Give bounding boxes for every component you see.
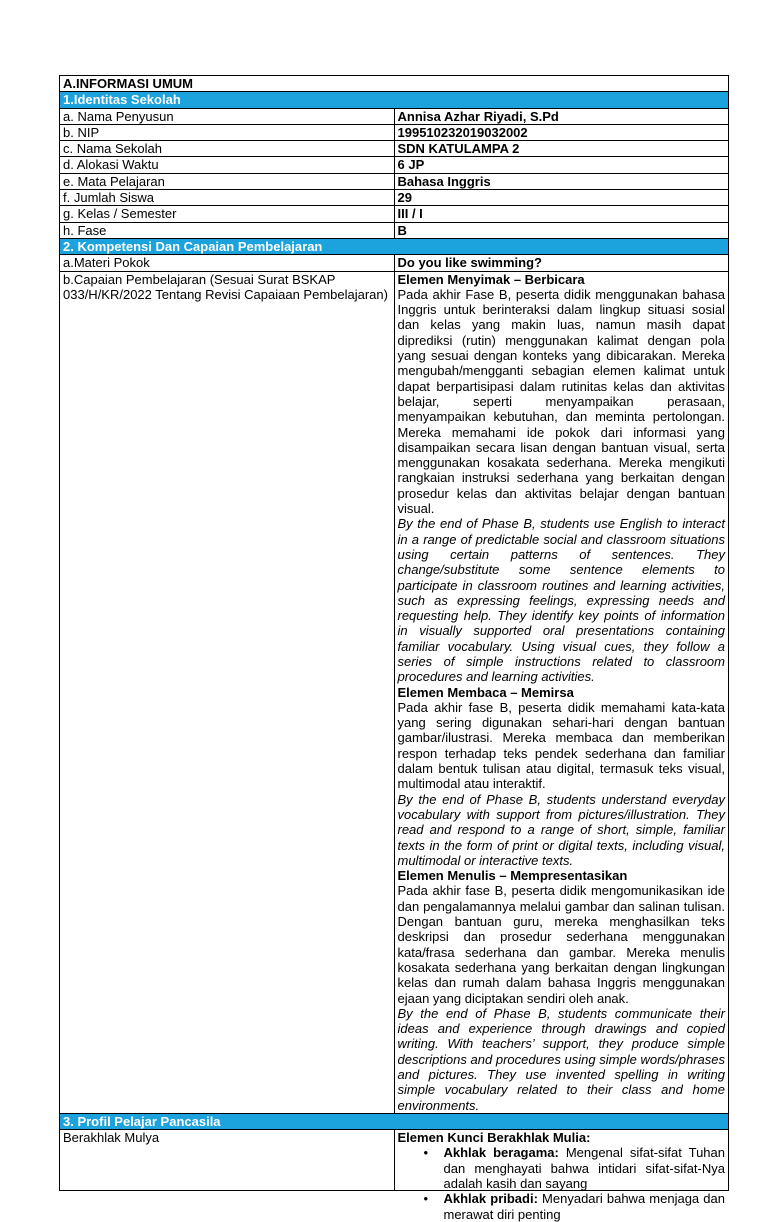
row-label: a. Nama Penyusun	[60, 108, 395, 124]
section-title: 1.Identitas Sekolah	[60, 92, 729, 108]
table-row	[60, 255, 729, 271]
capaian-label: b.Capaian Pembelajaran (Sesuai Surat BSKAP 033/H/KR/2022 Tentang Revisi Capaiaan Pembelajaran)	[60, 271, 395, 1113]
general-info-header: A.INFORMASI UMUM	[60, 76, 729, 92]
bullet-term: Akhlak beragama:	[443, 1145, 559, 1161]
bullet-term: Akhlak pribadi:	[443, 1191, 538, 1207]
element-english-text: By the end of Phase B, students understand everyday vocabulary with support from pictures/illustration. They read and respond to a range of short, simple, familiar texts in the form of print or digital texts, including visual, multimodal or interactive texts.	[397, 791, 725, 868]
element-english-text: By the end of Phase B, students use English to interact in a range of predictable social and classroom situations using certain patterns of sentences. They change/substitute some sentence elements to participate in classroom routines and learning activities, such as expressing feelings, expressing needs and requesting help. They identify key points of information in visually supported oral presentations containing familiar vocabulary. Using visual cues, they follow a series of simple instructions related to classroom procedures and learning activities.	[397, 516, 725, 685]
row-value: B	[394, 222, 729, 238]
bullet-text: Mengenal sifat-sifat Tuhan dan menghayati bahwa intidari sifat-sifat-Nya adalah kasih dan sayang	[443, 1145, 725, 1192]
row-label: c. Nama Sekolah	[60, 141, 395, 157]
row-label: h. Fase	[60, 222, 395, 238]
profile-content-clip	[397, 1130, 726, 1222]
table-row	[60, 1130, 729, 1191]
bullet-icon: •	[423, 1191, 429, 1207]
row-value: Bahasa Inggris	[394, 173, 729, 189]
table-row	[60, 190, 729, 206]
profile-content	[394, 1130, 729, 1222]
table-row	[60, 124, 729, 140]
materi-value: Do you like swimming?	[394, 255, 729, 271]
row-value: 29	[394, 190, 729, 206]
materi-label: a.Materi Pokok	[60, 255, 395, 271]
row-label: g. Kelas / Semester	[60, 206, 395, 222]
table-row	[60, 206, 729, 222]
table-row	[60, 173, 729, 189]
general-info-header-row	[60, 76, 729, 92]
element-heading: Elemen Membaca – Memirsa	[397, 684, 574, 700]
section-school-identity-row	[60, 92, 729, 108]
element-heading: Elemen Menulis – Mempresentasikan	[397, 868, 628, 884]
bullet-text: Menyadari bahwa menjaga dan merawat diri penting	[443, 1191, 725, 1222]
row-value: Annisa Azhar Riyadi, S.Pd	[394, 108, 729, 124]
element-heading: Elemen Menyimak – Berbicara	[397, 271, 585, 287]
table-row	[60, 108, 729, 124]
table-row	[60, 222, 729, 238]
table-row	[60, 141, 729, 157]
list-item	[423, 1145, 726, 1192]
element-indonesian-text: Pada akhir fase B, peserta didik mengomunikasikan ide dan pengalamannya melalui gambar dan salinan tulisan. Dengan bantuan guru, mereka menghasilkan teks deskripsi dan prosedur sederhana menggunakan kata/frasa sederhana dan gambar. Mereka menulis kosakata sederhana yang berkaitan dengan lingkungan kelas dan rumah dalam bahasa Inggris menggunakan ejaan yang diciptakan sendiri oleh anak.	[397, 883, 725, 1006]
row-label: d. Alokasi Waktu	[60, 157, 395, 173]
lesson-plan-table	[59, 75, 729, 1222]
row-value: III / I	[394, 206, 729, 222]
section-profile-row	[60, 1113, 729, 1129]
element-english-text: By the end of Phase B, students communicate their ideas and experience through drawings and copied writing. With teachers’ support, they produce simple descriptions and procedures using simple words/phrases and pictures. They use invented spelling in writing simple vocabulary related to their class and home environments.	[397, 1005, 725, 1113]
row-label: b. NIP	[60, 124, 395, 140]
list-item	[423, 1191, 726, 1222]
section-title: 2. Kompetensi Dan Capaian Pembelajaran	[60, 238, 729, 254]
row-label: f. Jumlah Siswa	[60, 190, 395, 206]
bullet-icon: •	[423, 1145, 429, 1161]
row-value: 6 JP	[394, 157, 729, 173]
profile-heading: Elemen Kunci Berakhlak Mulia:	[397, 1130, 591, 1146]
element-indonesian-text: Pada akhir fase B, peserta didik memahami kata-kata yang sering digunakan sehari-hari dengan bantuan gambar/ilustrasi. Mereka membaca dan memberikan respon terhadap teks pendek sederhana dan familiar dalam bentuk tulisan atau digital, termasuk teks visual, multimodal atau interaktif.	[397, 699, 725, 792]
element-indonesian-text: Pada akhir Fase B, peserta didik menggunakan bahasa Inggris untuk berinteraksi dalam lingkup situasi sosial dan kelas yang makin luas, namun masih dapat diprediksi (rutin) menggunakan kalimat dengan pola yang sesuai dengan konteks yang dibicarakan. Mereka mengubah/mengganti sebagian elemen kalimat untuk dapat berpartisipasi dalam rutinitas kelas dan aktivitas belajar, seperti menyampaikan perasaan, menyampaikan kebutuhan, dan meminta pertolongan. Mereka memahami ide pokok dari informasi yang disampaikan secara lisan dengan bantuan visual, serta menggunakan kosakata sederhana. Mereka mengikuti rangkaian instruksi sederhana yang berkaitan dengan prosedur kelas dan aktivitas belajar dengan bantuan visual.	[397, 286, 725, 517]
section-title: 3. Profil Pelajar Pancasila	[60, 1113, 729, 1129]
section-competency-row	[60, 238, 729, 254]
profile-label: Berakhlak Mulya	[60, 1130, 395, 1191]
row-label: e. Mata Pelajaran	[60, 173, 395, 189]
profile-bullet-list	[398, 1145, 726, 1221]
table-row	[60, 157, 729, 173]
table-row	[60, 271, 729, 1113]
capaian-content	[394, 271, 729, 1113]
row-value: 199510232019032002	[394, 124, 729, 140]
row-value: SDN KATULAMPA 2	[394, 141, 729, 157]
